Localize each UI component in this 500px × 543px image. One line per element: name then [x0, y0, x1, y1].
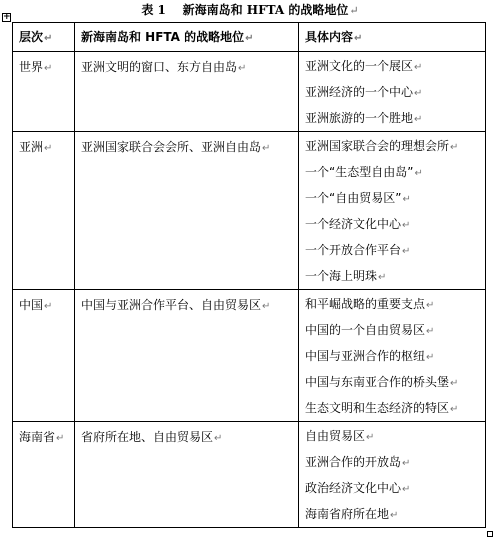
caption-label: 表 1 — [141, 3, 166, 17]
header-position[interactable]: 新海南岛和 HFTA 的战略地位 ↵ — [75, 23, 299, 52]
cell-content[interactable] — [299, 132, 486, 290]
position-text: 亚洲文明的窗口、东方自由岛 — [81, 60, 238, 74]
content-item: 一个经济文化中心 ↵ — [305, 211, 485, 237]
cell-content[interactable] — [299, 52, 486, 132]
content-item: 自由贸易区 ↵ — [305, 423, 485, 449]
table-header-row — [13, 23, 486, 52]
cell-position[interactable] — [75, 52, 299, 132]
content-item: 生态文明和生态经济的特区 ↵ — [305, 395, 485, 421]
table-row — [13, 52, 486, 132]
table-move-handle-icon[interactable]: + — [3, 12, 11, 22]
caption-title: 新海南岛和 HFTA 的战略地位 — [182, 3, 349, 17]
cell-content[interactable] — [299, 422, 486, 528]
content-item: 中国与亚洲合作的枢纽 ↵ — [305, 343, 485, 369]
position-text: 中国与亚洲合作平台、自由贸易区 — [81, 298, 262, 312]
cell-content[interactable] — [299, 290, 486, 422]
content-item: 中国与东南亚合作的桥头堡 ↵ — [305, 369, 485, 395]
paragraph-mark-icon: ↵ — [349, 4, 359, 17]
position-text: 亚洲国家联合会会所、亚洲自由岛 — [81, 140, 262, 154]
cell-level[interactable]: 世界 ↵ — [13, 52, 75, 132]
cell-position[interactable] — [75, 422, 299, 528]
table-resize-handle[interactable] — [487, 531, 493, 537]
cell-level[interactable]: 海南省 ↵ — [13, 422, 75, 528]
cell-level[interactable]: 中国 ↵ — [13, 290, 75, 422]
content-item: 一个开放合作平台 ↵ — [305, 237, 485, 263]
content-item: 亚洲合作的开放岛 ↵ — [305, 449, 485, 475]
content-item: 亚洲国家联合会的理想会所 ↵ — [305, 133, 485, 159]
content-item: 政治经济文化中心 ↵ — [305, 475, 485, 501]
content-item: 和平崛战略的重要支点 ↵ — [305, 291, 485, 317]
content-item: 一个“自由贸易区” ↵ — [305, 185, 485, 211]
table-row — [13, 290, 486, 422]
content-item: 亚洲旅游的一个胜地 ↵ — [305, 105, 485, 131]
cell-level[interactable]: 亚洲 ↵ — [13, 132, 75, 290]
content-item: 中国的一个自由贸易区 ↵ — [305, 317, 485, 343]
table-row — [13, 132, 486, 290]
content-item: 一个“生态型自由岛” ↵ — [305, 159, 485, 185]
content-item: 海南省府所在地 ↵ — [305, 501, 485, 527]
cell-position[interactable] — [75, 132, 299, 290]
cell-position[interactable] — [75, 290, 299, 422]
content-item: 亚洲经济的一个中心 ↵ — [305, 79, 485, 105]
header-content[interactable]: 具体内容 ↵ — [299, 23, 486, 52]
table-row — [13, 422, 486, 528]
table-caption — [0, 2, 500, 19]
strategic-position-table — [12, 22, 486, 528]
content-item: 亚洲文化的一个展区 ↵ — [305, 53, 485, 79]
content-item: 一个海上明珠 ↵ — [305, 263, 485, 289]
header-level[interactable]: 层次 ↵ — [13, 23, 75, 52]
position-text: 省府所在地、自由贸易区 — [81, 430, 214, 444]
